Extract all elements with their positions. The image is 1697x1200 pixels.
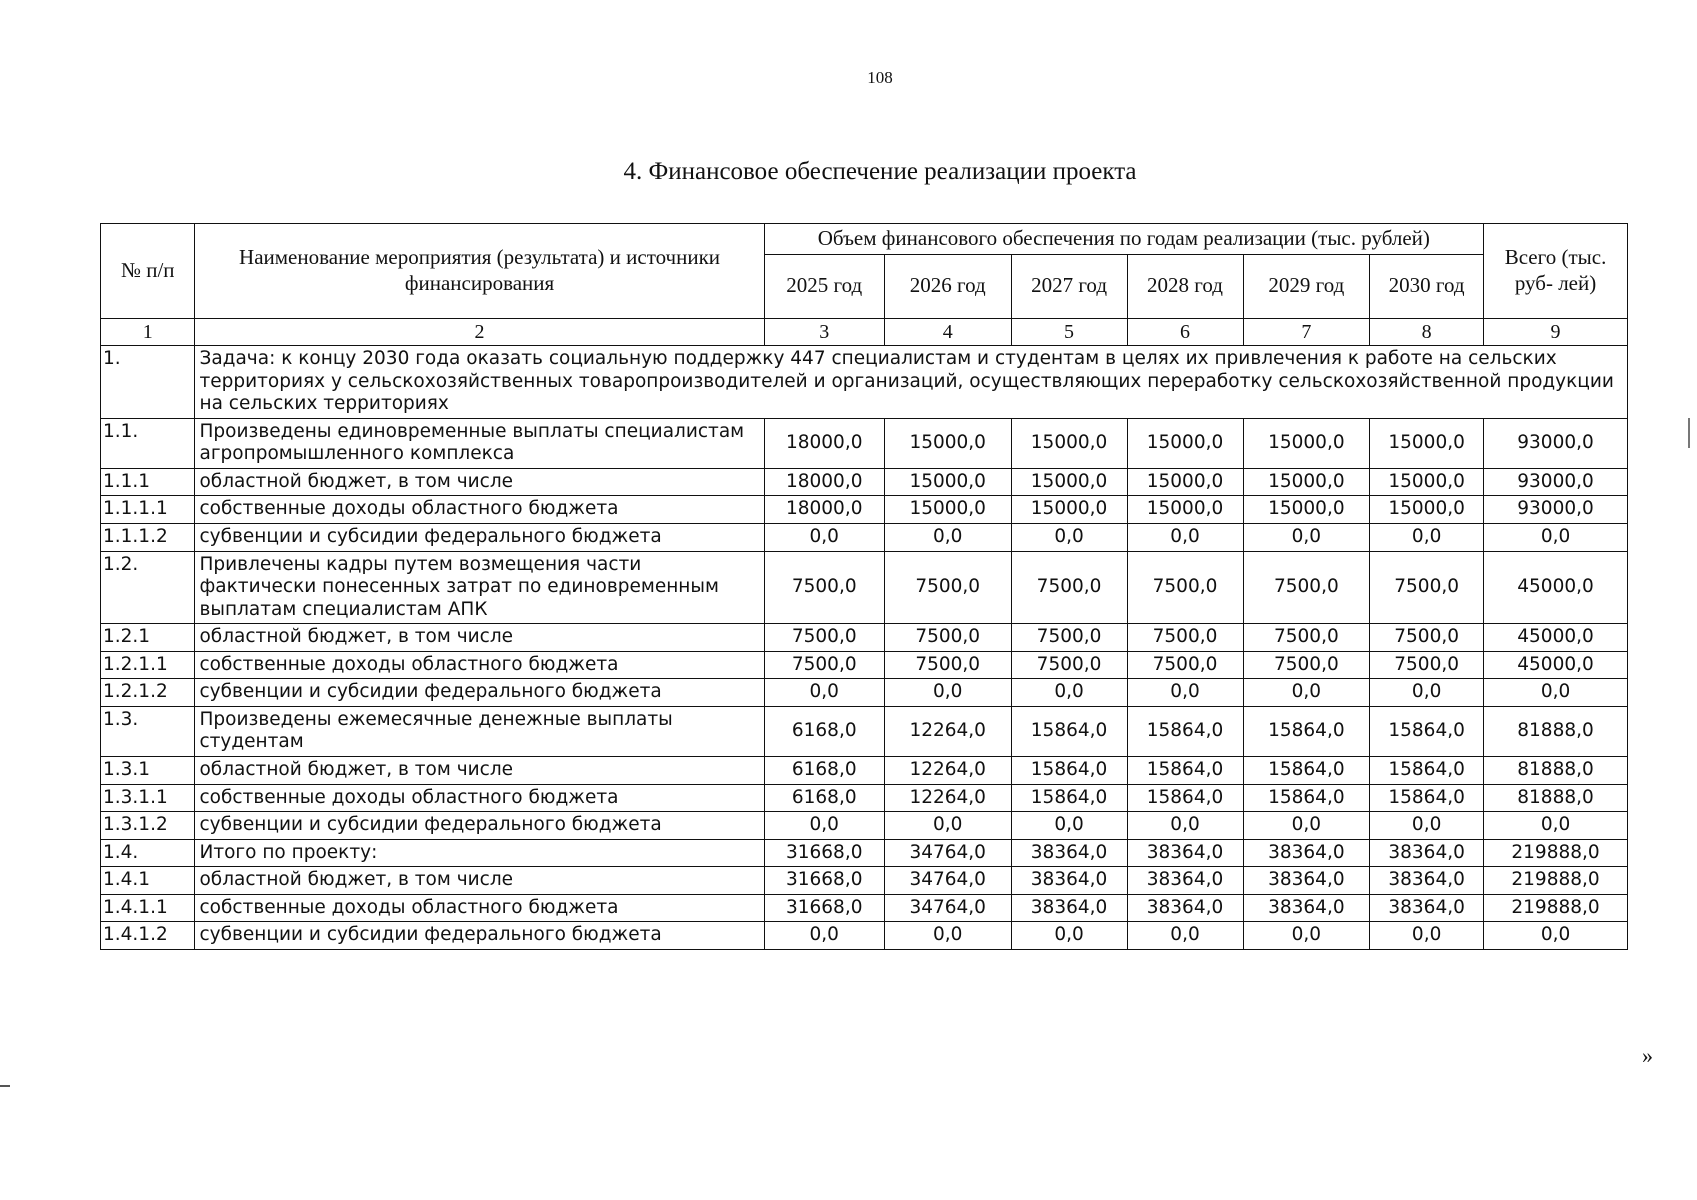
row-year-value: 7500,0 — [1370, 551, 1484, 624]
row-name: Привлечены кадры путем возмещения части фактически понесенных затрат по единовременным выплатам специалистам АПК — [195, 551, 764, 624]
row-year-value: 0,0 — [1011, 812, 1127, 840]
row-year-value: 0,0 — [884, 523, 1011, 551]
row-year-value: 7500,0 — [1243, 651, 1370, 679]
row-year-value: 0,0 — [764, 922, 884, 950]
row-year-value: 38364,0 — [1011, 839, 1127, 867]
row-code: 1.2. — [101, 551, 195, 624]
row-code: 1.3.1.2 — [101, 812, 195, 840]
row-year-value: 15864,0 — [1127, 757, 1243, 785]
header-num: № п/п — [101, 224, 195, 319]
row-year-value: 7500,0 — [1127, 551, 1243, 624]
row-name: областной бюджет, в том числе — [195, 867, 764, 895]
column-number: 4 — [884, 318, 1011, 345]
header-year: 2030 год — [1370, 254, 1484, 318]
row-year-value: 38364,0 — [1243, 867, 1370, 895]
column-number: 8 — [1370, 318, 1484, 345]
table-row — [101, 757, 1628, 785]
row-year-value: 6168,0 — [764, 784, 884, 812]
row-year-value: 15864,0 — [1011, 706, 1127, 756]
column-number: 9 — [1484, 318, 1628, 345]
row-year-value: 18000,0 — [764, 468, 884, 496]
table-row — [101, 867, 1628, 895]
row-total-value: 219888,0 — [1484, 839, 1628, 867]
row-total-value: 219888,0 — [1484, 867, 1628, 895]
row-name: областной бюджет, в том числе — [195, 757, 764, 785]
row-year-value: 31668,0 — [764, 839, 884, 867]
row-year-value: 15000,0 — [1370, 496, 1484, 524]
row-year-value: 15000,0 — [1243, 418, 1370, 468]
row-year-value: 7500,0 — [884, 651, 1011, 679]
row-year-value: 31668,0 — [764, 867, 884, 895]
row-year-value: 0,0 — [1243, 679, 1370, 707]
row-year-value: 34764,0 — [884, 894, 1011, 922]
row-total-value: 45000,0 — [1484, 651, 1628, 679]
row-total-value: 93000,0 — [1484, 418, 1628, 468]
row-year-value: 0,0 — [1243, 812, 1370, 840]
row-code: 1.4. — [101, 839, 195, 867]
row-year-value: 7500,0 — [1127, 624, 1243, 652]
row-year-value: 0,0 — [1011, 679, 1127, 707]
row-name: собственные доходы областного бюджета — [195, 496, 764, 524]
row-year-value: 15864,0 — [1243, 706, 1370, 756]
row-name: субвенции и субсидии федерального бюджета — [195, 922, 764, 950]
row-total-value: 0,0 — [1484, 812, 1628, 840]
row-year-value: 15864,0 — [1370, 784, 1484, 812]
row-year-value: 15864,0 — [1370, 706, 1484, 756]
row-year-value: 15000,0 — [884, 496, 1011, 524]
row-year-value: 0,0 — [1370, 523, 1484, 551]
row-year-value: 0,0 — [884, 679, 1011, 707]
row-year-value: 7500,0 — [1370, 624, 1484, 652]
table-row — [101, 812, 1628, 840]
margin-scan-mark — [1688, 418, 1690, 448]
header-row-1 — [101, 224, 1628, 255]
row-year-value: 38364,0 — [1127, 867, 1243, 895]
row-total-value: 81888,0 — [1484, 757, 1628, 785]
row-year-value: 7500,0 — [884, 551, 1011, 624]
closing-quote-mark: » — [1642, 1043, 1653, 1068]
row-year-value: 7500,0 — [764, 624, 884, 652]
row-year-value: 7500,0 — [1243, 624, 1370, 652]
column-number: 7 — [1243, 318, 1370, 345]
row-year-value: 0,0 — [1011, 922, 1127, 950]
page-number: 108 — [867, 68, 893, 87]
table-row — [101, 418, 1628, 468]
row-year-value: 15000,0 — [1011, 418, 1127, 468]
row-year-value: 0,0 — [1370, 679, 1484, 707]
row-year-value: 0,0 — [884, 812, 1011, 840]
header-volume: Объем финансового обеспечения по годам реализации (тыс. рублей) — [764, 224, 1483, 255]
table-row — [101, 839, 1628, 867]
row-year-value: 7500,0 — [764, 651, 884, 679]
table-row — [101, 624, 1628, 652]
row-year-value: 15000,0 — [1011, 496, 1127, 524]
row-year-value: 18000,0 — [764, 496, 884, 524]
header-year: 2027 год — [1011, 254, 1127, 318]
row-year-value: 15000,0 — [1243, 468, 1370, 496]
row-year-value: 0,0 — [884, 922, 1011, 950]
row-year-value: 7500,0 — [1243, 551, 1370, 624]
row-total-value: 219888,0 — [1484, 894, 1628, 922]
column-number: 2 — [195, 318, 764, 345]
row-name: областной бюджет, в том числе — [195, 468, 764, 496]
row-year-value: 15864,0 — [1011, 784, 1127, 812]
row-code: 1.1.1.1 — [101, 496, 195, 524]
row-year-value: 0,0 — [1370, 922, 1484, 950]
row-year-value: 6168,0 — [764, 757, 884, 785]
row-name: собственные доходы областного бюджета — [195, 894, 764, 922]
row-year-value: 7500,0 — [1011, 624, 1127, 652]
row-total-value: 0,0 — [1484, 922, 1628, 950]
row-name: субвенции и субсидии федерального бюджета — [195, 812, 764, 840]
task-row — [101, 346, 1628, 419]
table-row — [101, 679, 1628, 707]
row-year-value: 15000,0 — [1127, 468, 1243, 496]
row-name: субвенции и субсидии федерального бюджета — [195, 523, 764, 551]
table-row — [101, 651, 1628, 679]
row-code: 1.1.1 — [101, 468, 195, 496]
row-year-value: 0,0 — [764, 523, 884, 551]
row-year-value: 34764,0 — [884, 839, 1011, 867]
row-year-value: 38364,0 — [1370, 867, 1484, 895]
row-year-value: 38364,0 — [1370, 894, 1484, 922]
table-row — [101, 784, 1628, 812]
row-code: 1.3.1 — [101, 757, 195, 785]
financing-table-container — [100, 223, 1628, 950]
row-total-value: 45000,0 — [1484, 551, 1628, 624]
row-year-value: 15000,0 — [1370, 468, 1484, 496]
row-code: 1.3. — [101, 706, 195, 756]
table-row — [101, 523, 1628, 551]
row-name: Произведены единовременные выплаты специалистам агропромышленного комплекса — [195, 418, 764, 468]
row-year-value: 0,0 — [1011, 523, 1127, 551]
row-year-value: 15864,0 — [1127, 784, 1243, 812]
row-year-value: 0,0 — [1127, 812, 1243, 840]
row-name: Произведены ежемесячные денежные выплаты студентам — [195, 706, 764, 756]
row-total-value: 0,0 — [1484, 523, 1628, 551]
row-code: 1.1. — [101, 418, 195, 468]
row-name: Итого по проекту: — [195, 839, 764, 867]
row-year-value: 38364,0 — [1011, 867, 1127, 895]
row-year-value: 12264,0 — [884, 757, 1011, 785]
row-year-value: 0,0 — [764, 812, 884, 840]
table-row — [101, 468, 1628, 496]
row-code: 1.1.1.2 — [101, 523, 195, 551]
row-year-value: 0,0 — [1243, 922, 1370, 950]
row-code: 1.4.1 — [101, 867, 195, 895]
margin-scan-mark — [0, 1085, 10, 1087]
row-year-value: 12264,0 — [884, 706, 1011, 756]
column-number: 3 — [764, 318, 884, 345]
header-total: Всего (тыс. руб- лей) — [1484, 224, 1628, 319]
column-number: 6 — [1127, 318, 1243, 345]
header-year: 2026 год — [884, 254, 1011, 318]
row-total-value: 93000,0 — [1484, 468, 1628, 496]
column-number: 1 — [101, 318, 195, 345]
row-year-value: 15000,0 — [1127, 496, 1243, 524]
row-year-value: 38364,0 — [1011, 894, 1127, 922]
row-name: областной бюджет, в том числе — [195, 624, 764, 652]
row-total-value: 81888,0 — [1484, 706, 1628, 756]
row-year-value: 12264,0 — [884, 784, 1011, 812]
row-year-value: 15000,0 — [884, 468, 1011, 496]
table-row — [101, 894, 1628, 922]
row-code: 1.2.1.2 — [101, 679, 195, 707]
row-year-value: 38364,0 — [1243, 894, 1370, 922]
row-total-value: 0,0 — [1484, 679, 1628, 707]
row-name: собственные доходы областного бюджета — [195, 784, 764, 812]
header-year: 2029 год — [1243, 254, 1370, 318]
row-year-value: 15000,0 — [1243, 496, 1370, 524]
financing-table — [100, 223, 1628, 950]
table-body — [101, 418, 1628, 949]
row-year-value: 34764,0 — [884, 867, 1011, 895]
row-year-value: 7500,0 — [764, 551, 884, 624]
column-number-row — [101, 318, 1628, 345]
row-year-value: 7500,0 — [1011, 551, 1127, 624]
row-year-value: 15864,0 — [1127, 706, 1243, 756]
row-year-value: 6168,0 — [764, 706, 884, 756]
table-row — [101, 922, 1628, 950]
row-name: субвенции и субсидии федерального бюджета — [195, 679, 764, 707]
row-year-value: 0,0 — [764, 679, 884, 707]
row-year-value: 7500,0 — [1127, 651, 1243, 679]
row-year-value: 0,0 — [1127, 679, 1243, 707]
row-year-value: 31668,0 — [764, 894, 884, 922]
row-year-value: 38364,0 — [1243, 839, 1370, 867]
header-year: 2028 год — [1127, 254, 1243, 318]
table-row — [101, 706, 1628, 756]
section-title: 4. Финансовое обеспечение реализации проекта — [623, 158, 1137, 185]
row-year-value: 15864,0 — [1370, 757, 1484, 785]
row-total-value: 93000,0 — [1484, 496, 1628, 524]
row-year-value: 0,0 — [1127, 922, 1243, 950]
row-total-value: 45000,0 — [1484, 624, 1628, 652]
header-name: Наименование мероприятия (результата) и источники финансирования — [195, 224, 764, 319]
row-code: 1.3.1.1 — [101, 784, 195, 812]
row-code: 1.2.1 — [101, 624, 195, 652]
row-year-value: 18000,0 — [764, 418, 884, 468]
row-year-value: 15864,0 — [1011, 757, 1127, 785]
row-code: 1.4.1.1 — [101, 894, 195, 922]
row-total-value: 81888,0 — [1484, 784, 1628, 812]
row-year-value: 38364,0 — [1127, 894, 1243, 922]
task-code: 1. — [101, 346, 195, 419]
row-code: 1.2.1.1 — [101, 651, 195, 679]
column-number: 5 — [1011, 318, 1127, 345]
row-year-value: 15864,0 — [1243, 784, 1370, 812]
table-row — [101, 551, 1628, 624]
row-year-value: 15000,0 — [1011, 468, 1127, 496]
task-text: Задача: к концу 2030 года оказать социальную поддержку 447 специалистам и студентам в целях их привлечения к работе на сельских территориях у сельскохозяйственных товаропроизводителей и организаций, осуществляющих переработку сельскохозяйственной продукции на сельских территориях — [195, 346, 1628, 419]
row-year-value: 15000,0 — [1127, 418, 1243, 468]
row-year-value: 7500,0 — [884, 624, 1011, 652]
row-name: собственные доходы областного бюджета — [195, 651, 764, 679]
row-year-value: 0,0 — [1127, 523, 1243, 551]
row-code: 1.4.1.2 — [101, 922, 195, 950]
row-year-value: 0,0 — [1370, 812, 1484, 840]
row-year-value: 7500,0 — [1370, 651, 1484, 679]
row-year-value: 15864,0 — [1243, 757, 1370, 785]
row-year-value: 15000,0 — [1370, 418, 1484, 468]
row-year-value: 0,0 — [1243, 523, 1370, 551]
row-year-value: 38364,0 — [1370, 839, 1484, 867]
row-year-value: 15000,0 — [884, 418, 1011, 468]
header-year: 2025 год — [764, 254, 884, 318]
table-row — [101, 496, 1628, 524]
row-year-value: 7500,0 — [1011, 651, 1127, 679]
row-year-value: 38364,0 — [1127, 839, 1243, 867]
